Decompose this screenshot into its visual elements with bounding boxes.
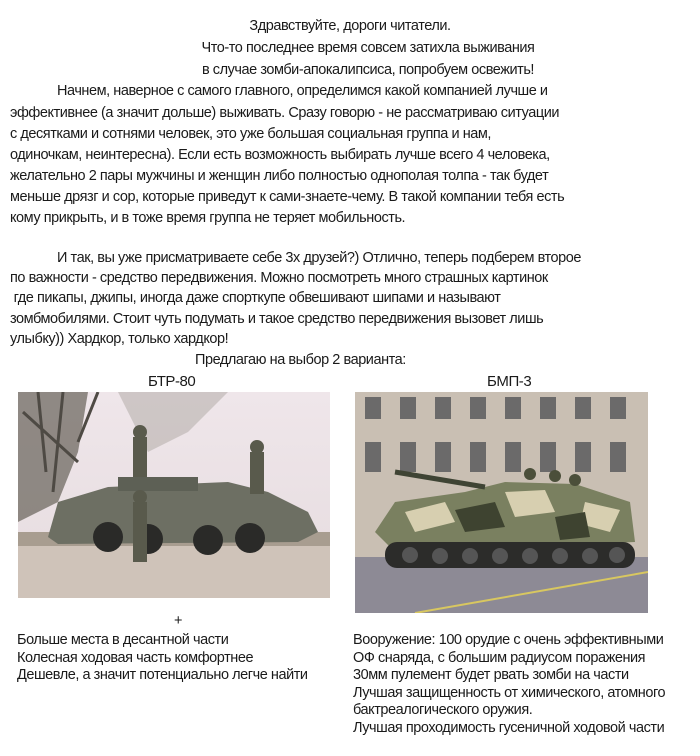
text-line: И так, вы уже присматриваете себе 3х друзей?) Отлично, теперь подберем второе (57, 250, 582, 266)
text-line: где пикапы, джипы, иногда даже спорткупе обвешивают шипами и называют (10, 290, 501, 306)
text-line: с десятками и сотнями человек, это уже большая социальная группа и нам, (10, 126, 491, 142)
option-title-btr80: БТР-80 (148, 373, 196, 390)
greeting-line: Здравствуйте, дороги читатели. (249, 18, 451, 34)
list-item: Дешевле, а значит потенциально легче найти (17, 667, 308, 683)
list-item: Колесная ходовая часть комфортнее (17, 650, 254, 666)
text-line: меньше дрязг и сор, которые приведут к сами-знаете-чему. В такой компании тебя есть (10, 189, 565, 205)
text-line: эффективнее (а значит дольше) выживать. Сразу говорю - не рассматриваю ситуации (10, 105, 560, 121)
list-item: бактреалогического оружия. (353, 702, 533, 718)
greeting-line: Что-то последнее время совсем затихла выживания (201, 40, 535, 56)
bmp3-photo (355, 392, 648, 613)
text-line: зомбмобилями. Стоит чуть подумать и такое средство передвижения вызовет лишь (10, 311, 544, 327)
list-item: 30мм пулемент будет рвать зомби на части (353, 667, 629, 683)
option-title-bmp3: БМП-3 (487, 373, 532, 390)
list-item: Лучшая проходимость гусеничной ходовой части (353, 720, 665, 736)
list-item: ОФ снаряда, с большим радиусом поражения (353, 650, 646, 666)
btr80-photo (18, 392, 330, 598)
text-line: по важности - средство передвижения. Можно посмотреть много страшных картинок (10, 270, 548, 286)
list-item: Больше места в десантной части (17, 632, 229, 648)
greeting-line: в случае зомби-апокалипсиса, попробуем освежить! (201, 62, 535, 78)
text-line: Начнем, наверное с самого главного, определимся какой компанией лучше и (57, 83, 548, 99)
list-item: Лучшая защищенность от химического, атомного (353, 685, 666, 701)
text-line: одиночкам, неинтересна). Если есть возможность выбирать лучше всего 4 человека, (10, 147, 550, 163)
text-line: желательно 2 пары мужчины и женщин либо полностью однополая толпа - так будет (10, 168, 549, 184)
text-line: кому прикрыть, и в тоже время группа не теряет мобильность. (10, 210, 406, 226)
list-item: Вооружение: 100 орудие с очень эффективными (353, 632, 664, 648)
text-line: улыбку)) Хардкор, только хардкор! (10, 331, 229, 347)
plus-marker: + (174, 613, 183, 629)
offer-text: Предлагаю на выбор 2 варианта: (195, 352, 406, 368)
